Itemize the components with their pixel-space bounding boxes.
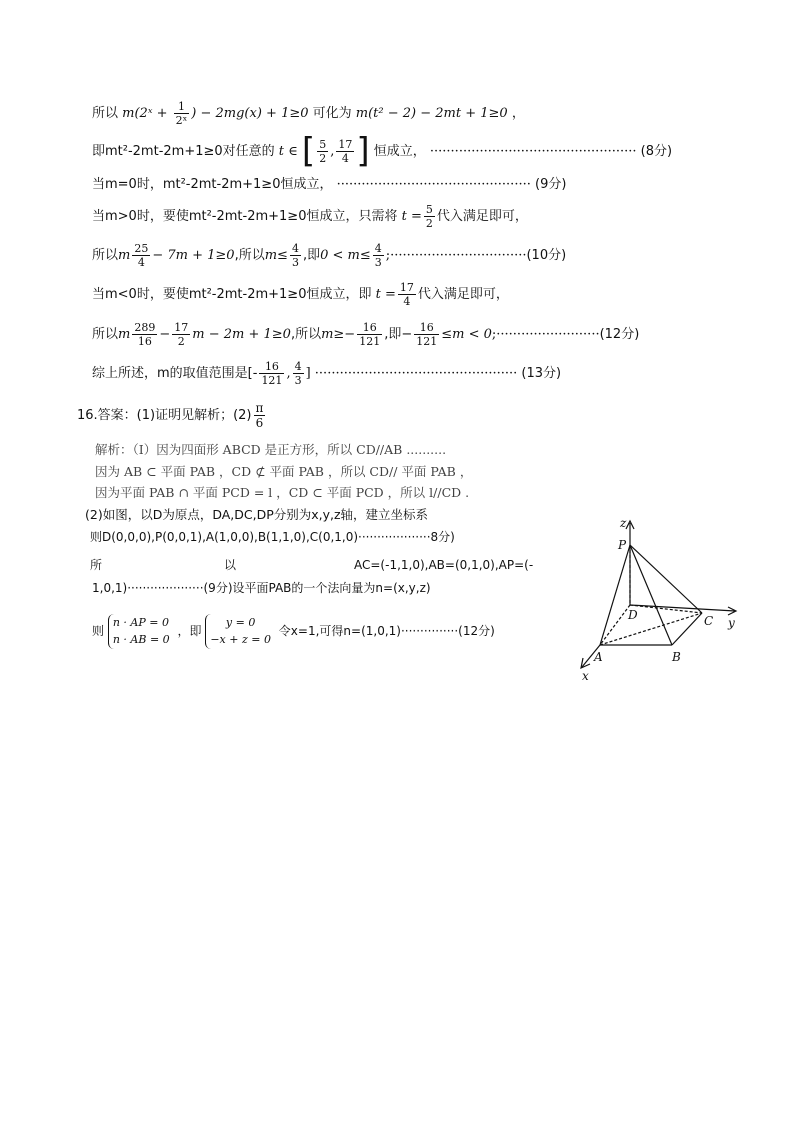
text: ， <box>511 106 525 121</box>
text: ,即 <box>302 248 321 263</box>
q16-line-3 <box>95 487 469 500</box>
text: ,所以 <box>290 327 322 342</box>
numerator: 1 <box>174 101 190 114</box>
math-expr: m <box>118 248 131 263</box>
q16-line-7 <box>92 582 431 594</box>
numerator: 4 <box>374 242 382 255</box>
fraction <box>174 101 190 126</box>
text: 可化为 <box>312 106 356 121</box>
line-7 <box>92 322 639 347</box>
denominator: 121 <box>359 335 381 348</box>
comma: , <box>286 366 291 381</box>
numerator: 17 <box>174 321 189 334</box>
edge-PB <box>630 545 672 645</box>
fraction <box>398 282 416 307</box>
leader-dots: ;································· <box>385 248 527 263</box>
equation: n · AB = 0 <box>112 632 170 646</box>
math-expr: ) − 2mg(x) + 1≥0 <box>191 106 309 121</box>
equation: y = 0 <box>225 616 256 629</box>
fraction <box>254 402 266 429</box>
text: 所 <box>90 558 103 572</box>
numerator: 17 <box>399 281 414 294</box>
denominator: 3 <box>374 256 382 269</box>
numerator: 16 <box>414 322 439 335</box>
line-6 <box>92 282 509 307</box>
text: (2)如图，以D为原点，DA,DC,DP分别为x,y,z轴，建立坐标系 <box>85 507 429 522</box>
numerator: 289 <box>134 321 156 334</box>
edge-DA-hidden <box>600 605 630 645</box>
math-expr: m≤ <box>264 248 288 263</box>
label-x: x <box>582 669 589 683</box>
text: 即mt²-2mt-2m+1≥0对任意的 <box>92 144 275 160</box>
math-expr: m(2ˣ + <box>122 106 172 121</box>
text: 则D(0,0,0),P(0,0,1),A(1,0,0),B(1,1,0),C(0,1,0)···················8分) <box>90 530 455 544</box>
math-expr: m <box>118 327 131 342</box>
numerator: 4 <box>291 242 299 255</box>
text: ,即− <box>384 327 413 342</box>
q16-line-1 <box>95 444 446 457</box>
q16-line-2 <box>95 466 472 479</box>
label-y: y <box>728 616 735 630</box>
leader-dots: ··············································· <box>336 177 531 192</box>
line-5 <box>92 243 566 268</box>
math-expr: m − 2m + 1≥0 <box>192 327 291 342</box>
fraction <box>373 243 384 268</box>
fraction <box>172 322 190 347</box>
math-expr: t = <box>401 209 422 224</box>
math-expr: m(t² − 2) − 2mt + 1≥0 <box>355 106 508 121</box>
numerator: 17 <box>338 138 353 152</box>
equation: −x + z = 0 <box>210 632 271 646</box>
bracket-open: [ <box>301 131 316 171</box>
fraction <box>336 139 354 164</box>
math-expr: t = <box>375 287 396 302</box>
fraction <box>414 322 439 347</box>
q16-line-5 <box>90 531 455 543</box>
denominator: 2ˣ <box>175 114 188 127</box>
text: 因为平面 PAB ∩ 平面 PCD = l ，CD ⊂ 平面 PCD ，所以 l//CD . <box>95 485 470 500</box>
label-A: A <box>594 650 603 664</box>
line-2: 即mt²-2mt-2m+1≥0对任意的 t ∈ [ $\frac{5}{2}$ , $\frac{17}{4}$ ] 恒成立， ·················································· (8分) <box>92 131 673 171</box>
q16-heading <box>77 402 267 429</box>
numerator: 25 <box>134 242 149 255</box>
leader-dots: ·················································· <box>429 144 637 160</box>
math-expr: m≥− <box>321 327 356 342</box>
denominator: 3 <box>294 374 302 387</box>
math-expr: − 7m + 1≥0 <box>152 248 235 263</box>
score: (10分) <box>526 248 567 263</box>
text: 所以 <box>92 106 119 121</box>
score: (9分) <box>535 177 567 192</box>
text: 当m>0时，要使mt²-2mt-2m+1≥0恒成立，只需将 <box>92 209 398 224</box>
score: (13分) <box>521 366 562 381</box>
text: 综上所述，m的取值范围是[- <box>92 366 258 381</box>
numerator: 5 <box>425 203 433 216</box>
text: AC=(-1,1,0),AB=(0,1,0),AP=(- <box>354 558 534 572</box>
text: 解析：（Ⅰ）因为四面形 ABCD 是正方形，所以 CD//AB .......... <box>95 442 447 457</box>
math-expr: − <box>159 327 171 342</box>
text: 代入满足即可， <box>417 287 509 302</box>
numerator: 4 <box>294 360 302 373</box>
text: ,所以 <box>234 248 265 263</box>
denominator: 6 <box>255 416 264 430</box>
text: ，即 <box>177 624 202 638</box>
math-expr: 0 < m≤ <box>320 248 371 263</box>
line-8 <box>92 361 561 386</box>
text: 恒成立， <box>373 144 426 160</box>
bracket-close: ] <box>356 131 370 171</box>
text: 以 <box>224 558 237 572</box>
label-z: z <box>620 516 627 530</box>
line-3 <box>92 178 566 191</box>
denominator: 4 <box>403 295 411 308</box>
leader-dots: ;························· <box>491 327 600 342</box>
label-B: B <box>672 650 681 664</box>
denominator: 2 <box>177 335 185 348</box>
text: 因为 AB ⊂ 平面 PAB ，CD ⊄ 平面 PAB ，所以 CD// 平面 PAB ， <box>95 464 473 479</box>
denominator: 4 <box>341 152 349 166</box>
fraction <box>132 322 157 347</box>
fraction <box>290 243 301 268</box>
text: 当m<0时，要使mt²-2mt-2m+1≥0恒成立，即 <box>92 287 372 302</box>
fraction <box>132 243 150 268</box>
numerator: 16 <box>357 322 382 335</box>
text: 16.答案：(1)证明见解析；(2) <box>77 408 252 423</box>
denominator: 3 <box>291 256 299 269</box>
leader-dots: ················································· <box>314 366 518 381</box>
denominator: 16 <box>137 335 152 348</box>
q16-line-4 <box>85 509 428 522</box>
denominator: 121 <box>416 335 438 348</box>
equation-system <box>108 614 174 649</box>
math-expr: t ∈ <box>278 144 298 160</box>
label-D: D <box>628 608 638 622</box>
equation-system <box>205 614 275 649</box>
fraction <box>424 204 435 229</box>
line-4 <box>92 204 528 229</box>
edge-PA <box>600 545 630 645</box>
denominator: 121 <box>261 374 283 387</box>
fraction <box>317 139 328 164</box>
text: 代入满足即可， <box>436 209 528 224</box>
text: 令x=1,可得n=(1,0,1)···············(12分) <box>278 624 495 638</box>
fraction <box>293 361 304 386</box>
text: 则 <box>92 624 105 638</box>
equation: n · AP = 0 <box>112 616 169 629</box>
text: 1,0,1)····················(9分)设平面PAB的一个法向量为n=(x,y,z) <box>92 581 431 595</box>
text: 所以 <box>92 327 119 342</box>
score: (12分) <box>599 327 640 342</box>
denominator: 2 <box>425 217 433 230</box>
fraction <box>357 322 382 347</box>
fraction <box>259 361 284 386</box>
q16-line-8 <box>92 614 495 649</box>
y-axis <box>630 605 735 611</box>
edge-PC <box>630 545 702 613</box>
numerator: 5 <box>319 138 327 152</box>
line-1 <box>92 101 525 126</box>
denominator: 2 <box>319 152 327 166</box>
numerator: 16 <box>259 361 284 374</box>
text: 所以 <box>92 248 119 263</box>
bracket-close: ] <box>305 366 311 381</box>
label-P: P <box>618 538 627 552</box>
denominator: 4 <box>137 256 145 269</box>
text: 当m=0时，mt²-2mt-2m+1≥0恒成立， <box>92 177 333 192</box>
numerator: π <box>255 401 264 415</box>
score: (8分) <box>640 144 673 160</box>
math-expr: ≤m < 0 <box>441 327 492 342</box>
pyramid-figure <box>570 515 770 685</box>
label-C: C <box>704 614 714 628</box>
